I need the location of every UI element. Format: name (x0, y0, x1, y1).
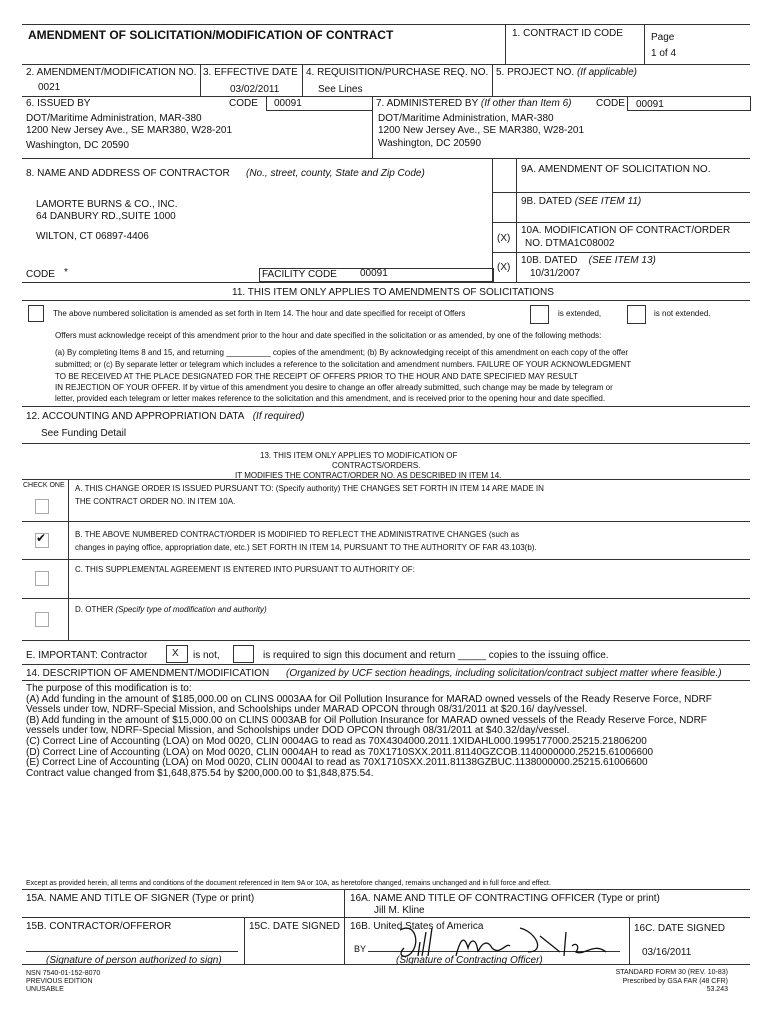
description-line: (C) Correct Line of Accounting (LOA) on Mod 0020, CLIN 0004AG to read as 70X4304000.2011.1XIDAHL000.1995177000.25215.21806200 (26, 735, 647, 747)
item-11-line-4: submitted; or (c) By separate letter or telegram which includes a reference to the solicitation and amendment numbers. FAILURE OF YOUR ACKNOWLEDGMENT (55, 360, 632, 369)
contractor-code-value: * (64, 267, 68, 278)
issued-code-value: 00091 (274, 98, 302, 109)
page-label: Page (651, 32, 675, 43)
signature-person-caption: (Signature of person authorized to sign) (46, 955, 222, 966)
item-11-line-3: (a) By completing Items 8 and 15, and returning __________ copies of the amendment; (b) By acknowledging receipt of this amendment on each copy of the offer (55, 348, 629, 357)
contractor-address-2: WILTON, CT 06897-4406 (36, 231, 149, 242)
contract-id-label: 1. CONTRACT ID CODE (512, 28, 623, 39)
issued-address-3: Washington, DC 20590 (26, 140, 130, 151)
united-states-label: 16B. United States of America (350, 921, 484, 932)
signature-officer-caption: (Signature of Contracting Officer) (396, 955, 543, 966)
item-9a-label: 9A. AMENDMENT OF SOLICITATION NO. (521, 164, 711, 175)
far-number: 53.243 (706, 986, 728, 993)
item-13d-label: D. OTHER (Specify type of modification and authority) (75, 605, 267, 614)
description-line: Vessels under tow, NDRF-Special Mission, and Schoolships under MARAD OPCON through 08/31/2011 at $20.16/ day/vessel. (26, 704, 588, 716)
officer-name: Jill M. Kline (374, 905, 425, 916)
officer-name-label: 16A. NAME AND TITLE OF CONTRACTING OFFICER (Type or print) (350, 893, 660, 904)
item-13d-checkbox[interactable] (35, 612, 49, 627)
item-10b-value: 10/31/2007 (530, 268, 581, 279)
form-title: AMENDMENT OF SOLICITATION/MODIFICATION OF CONTRACT (28, 28, 394, 42)
item-14-hint: (Organized by UCF section headings, including solicitation/contract subject matter where feasible.) (286, 668, 722, 679)
item-13b-line-1: B. THE ABOVE NUMBERED CONTRACT/ORDER IS MODIFIED TO REFLECT THE ADMINISTRATIVE CHANGES (such as (75, 530, 520, 539)
requisition-value: See Lines (318, 84, 363, 95)
amendment-no-value: 0021 (38, 82, 61, 93)
description-line: vessels under tow, NDRF-Special Mission, and Schoolships under DOD OPCON through 08/31/2011 at $40.32/day/vessel. (26, 725, 570, 737)
officer-date-value: 03/16/2011 (642, 947, 692, 958)
contractor-offeror-label: 15B. CONTRACTOR/OFFEROR (26, 921, 172, 932)
requisition-label: 4. REQUISITION/PURCHASE REQ. NO. (306, 67, 489, 78)
item-13c-line: C. THIS SUPPLEMENTAL AGREEMENT IS ENTERED INTO PURSUANT TO AUTHORITY OF: (75, 565, 415, 574)
description-line: (B) Add funding in the amount of $15,000.00 on CLINS 0003AB for Oil Pollution Insurance for MARAD owned vessels of the Ready Reserve Force, NDRF (26, 714, 707, 726)
item-11-line-2: Offers must acknowledge receipt of this amendment prior to the hour and date specified in the solicitation or as amended, by one of the following methods: (55, 331, 602, 340)
page-count: 1 of 4 (651, 48, 677, 59)
project-no-label: 5. PROJECT NO. (If applicable) (496, 67, 637, 78)
item-12-label: 12. ACCOUNTING AND APPROPRIATION DATA (If required) (26, 411, 305, 422)
effective-date-label: 3. EFFECTIVE DATE (203, 67, 298, 78)
item-12-value: See Funding Detail (41, 428, 127, 439)
item-13a-checkbox[interactable] (35, 499, 49, 514)
item-10a-value: NO. DTMA1C08002 (525, 238, 615, 249)
contractor-address-1: 64 DANBURY RD.,SUITE 1000 (36, 211, 176, 222)
item-10b-label: 10B. DATED (SEE ITEM 13) (521, 255, 656, 266)
facility-code-value: 00091 (360, 268, 388, 279)
issued-address-1: DOT/Maritime Administration, MAR-380 (26, 113, 202, 124)
important-rest: is required to sign this document and return _____ copies to the issuing office. (263, 650, 609, 661)
item-11-line-5: TO BE RECEIVED AT THE PLACE DESIGNATED FOR THE RECEIPT OF OFFERS PRIOR TO THE HOUR AND DATE SPECIFIED MAY RESULT (55, 372, 578, 381)
description-line: Contract value changed from $1,648,875.54 by $200,000.00 to $1,848,875.54. (26, 767, 374, 779)
effective-date-value: 03/02/2011 (230, 84, 280, 95)
check-one-label: CHECK ONE (23, 482, 65, 489)
item-13b-line-2: changes in paying office, appropriation date, etc.) SET FORTH IN ITEM 14, PURSUANT TO THE AUTHORITY OF FAR 43.103(b). (75, 543, 537, 552)
item-11-line-6: IN REJECTION OF YOUR OFFER. If by virtue of this amendment you desire to change an offer already submitted, such change may be made by telegram or (55, 383, 613, 392)
is-extended-label: is extended, (558, 309, 602, 318)
administered-by-label: 7. ADMINISTERED BY (If other than Item 6) (376, 98, 572, 109)
issued-by-label: 6. ISSUED BY (26, 98, 91, 109)
amendment-no-label: 2. AMENDMENT/MODIFICATION NO. (26, 67, 197, 78)
issued-code-label: CODE (229, 98, 258, 109)
nsn-number: NSN 7540-01-152-8070 (26, 970, 101, 977)
facility-code-label: FACILITY CODE (262, 269, 337, 280)
description-line: (D) Correct Line of Accounting (LOA) on Mod 0020, CLIN 0004AH to read as 70X1710SXX.2011.81140GZCOB.1140000000.25215.61006600 (26, 746, 654, 758)
is-extended-checkbox[interactable] (530, 305, 549, 324)
admin-address-3: Washington, DC 20590 (378, 138, 482, 149)
except-statement: Except as provided herein, all terms and conditions of the document referenced in Item 9A or 10A, as heretofore changed, remains unchanged and in full force and effect. (26, 880, 551, 887)
by-label: BY (354, 944, 367, 954)
is-not-extended-checkbox[interactable] (627, 305, 646, 324)
item-10a-label: 10A. MODIFICATION OF CONTRACT/ORDER (521, 225, 731, 236)
description-line: (A) Add funding in the amount of $185,000.00 on CLINS 0003AA for Oil Pollution Insurance for MARAD owned vessels of the Ready Reserve Force, NDRF (26, 693, 712, 705)
item-11-line-7: letter, provided each telegram or letter makes reference to the solicitation and this amendment, and is received prior to the opening hour and date specified. (55, 394, 606, 403)
contractor-is-required-checkbox[interactable] (233, 645, 254, 663)
admin-code-value: 00091 (636, 99, 664, 110)
item-11-line-1: The above numbered solicitation is amended as set forth in Item 14. The hour and date specified for receipt of Offers (53, 309, 466, 318)
item-13a-line-1: A. THIS CHANGE ORDER IS ISSUED PURSUANT TO: (Specify authority) THE CHANGES SET FORTH IN ITEM 14 ARE MADE IN (75, 484, 544, 493)
previous-edition: PREVIOUS EDITION (26, 978, 93, 985)
item-13-heading-3: IT MODIFIES THE CONTRACT/ORDER NO. AS DESCRIBED IN ITEM 14. (235, 471, 502, 480)
x-mark: X (172, 648, 179, 659)
is-not-extended-label: is not extended. (654, 309, 711, 318)
item-13a-line-2: THE CONTRACT ORDER NO. IN ITEM 10A. (75, 497, 236, 506)
item-14-label: 14. DESCRIPTION OF AMENDMENT/MODIFICATION (26, 668, 270, 679)
admin-address-1: DOT/Maritime Administration, MAR-380 (378, 113, 554, 124)
description-line: (E) Correct Line of Accounting (LOA) on Mod 0020, CLIN 0004AI to read as 70X1710SXX.2011.81138GZBUC.1138000000.25215.61006600 (26, 757, 648, 769)
contractor-code-label: CODE (26, 269, 55, 280)
contractor-date-label: 15C. DATE SIGNED (249, 921, 340, 932)
contractor-hint: (No., street, county, State and Zip Code) (246, 168, 425, 179)
item-10a-mark: (X) (497, 233, 511, 244)
admin-code-label: CODE (596, 98, 625, 109)
admin-address-2: 1200 New Jersey Ave., SE MAR380, W28-201 (378, 125, 585, 136)
item-11-checkbox[interactable] (28, 305, 44, 322)
item-10b-mark: (X) (497, 262, 511, 273)
item-9b-label: 9B. DATED (SEE ITEM 11) (521, 196, 642, 207)
contractor-name: LAMORTE BURNS & CO., INC. (36, 199, 178, 210)
issued-address-2: 1200 New Jersey Ave., SE MAR380, W28-201 (26, 125, 233, 136)
modification-description (26, 684, 746, 779)
item-11-heading: 11. THIS ITEM ONLY APPLIES TO AMENDMENTS OF SOLICITATIONS (232, 287, 554, 298)
important-label: E. IMPORTANT: Contractor (26, 650, 148, 661)
is-not-label: is not, (193, 650, 220, 661)
item-13-heading-1: 13. THIS ITEM ONLY APPLIES TO MODIFICATION OF (260, 451, 458, 460)
prescribed-by-label: Prescribed by GSA FAR (48 CFR) (622, 978, 728, 985)
officer-date-label: 16C. DATE SIGNED (634, 923, 725, 934)
contractor-label: 8. NAME AND ADDRESS OF CONTRACTOR (26, 168, 230, 179)
checkmark-icon: ✔ (36, 531, 47, 545)
item-13-heading-2: CONTRACTS/ORDERS. (332, 461, 421, 470)
unusable-label: UNUSABLE (26, 986, 64, 993)
standard-form-label: STANDARD FORM 30 (REV. 10-83) (615, 969, 728, 976)
signer-name-label: 15A. NAME AND TITLE OF SIGNER (Type or print) (26, 893, 255, 904)
item-13c-checkbox[interactable] (35, 571, 49, 586)
description-line: The purpose of this modification is to: (26, 683, 192, 694)
